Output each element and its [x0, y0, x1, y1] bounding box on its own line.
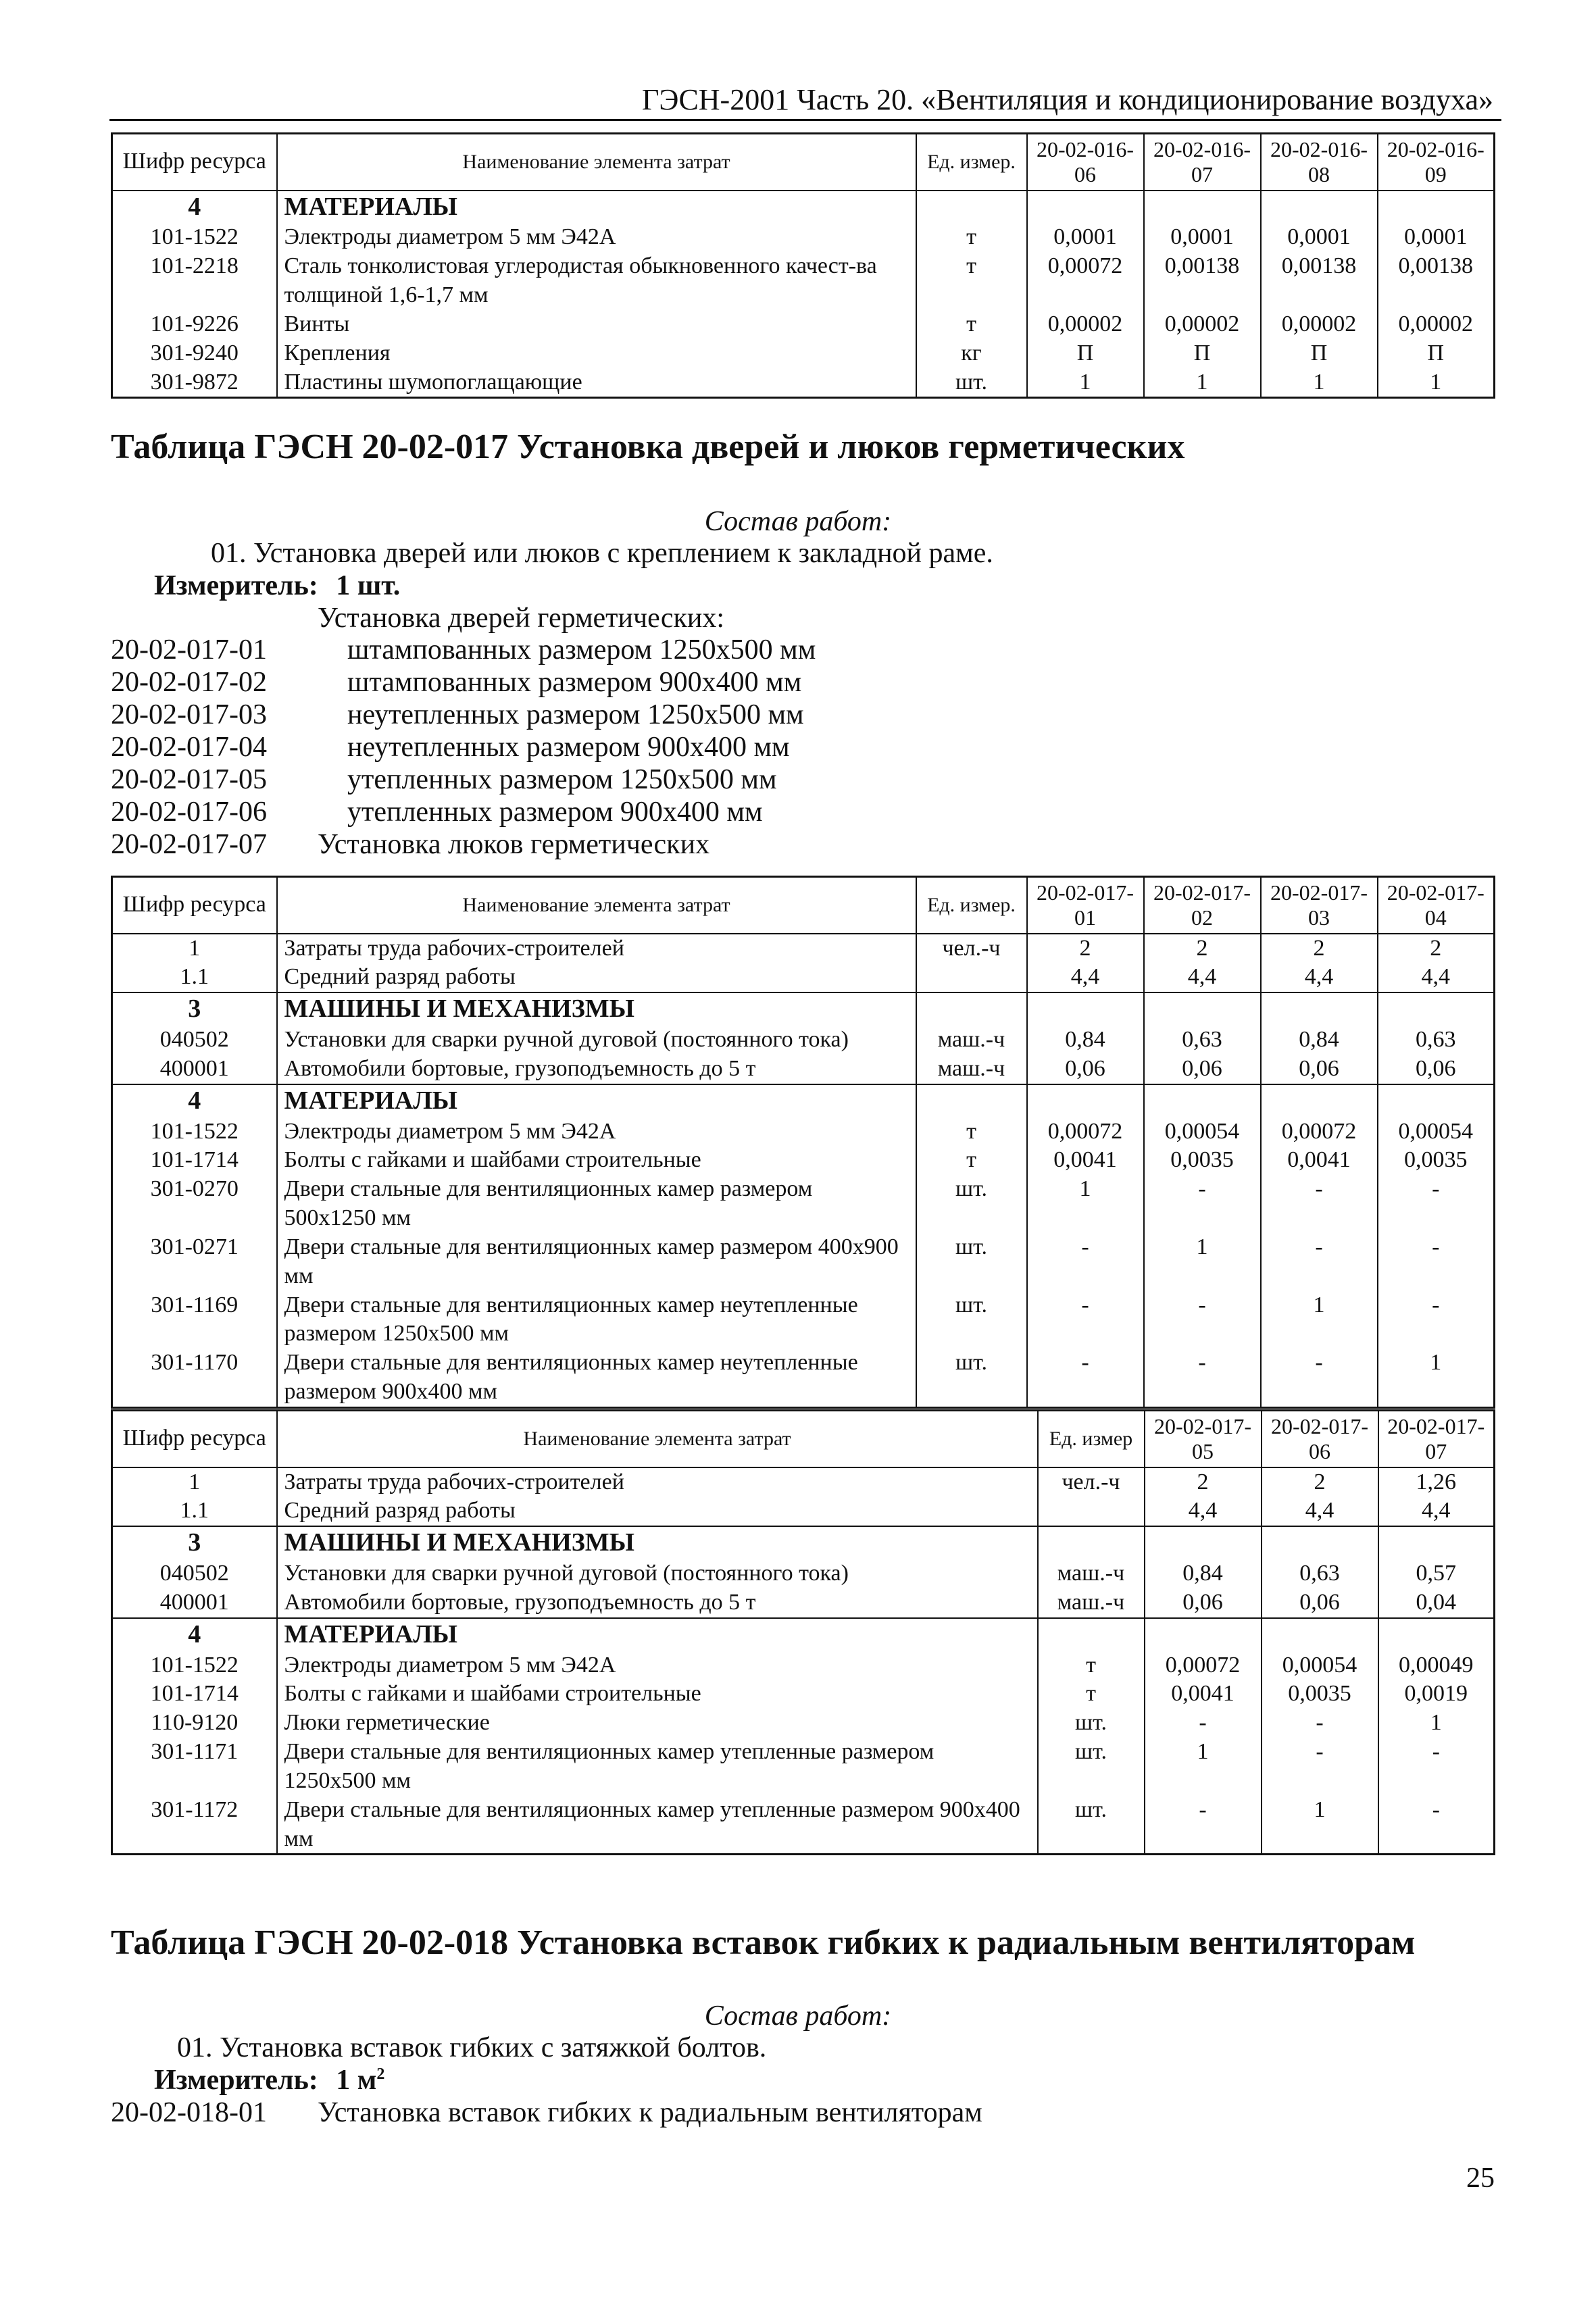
- resource-name-cell: Электроды диаметром 5 мм Э42А: [277, 1117, 916, 1147]
- section-row: [112, 191, 1495, 224]
- value-cell: 0,00049: [1378, 1651, 1495, 1680]
- value-cell: 0,00138: [1144, 252, 1261, 310]
- resource-code-cell: 301-9240: [112, 339, 277, 368]
- value-cell: 0,00002: [1261, 310, 1378, 339]
- value-cell: 0,0035: [1378, 1146, 1495, 1175]
- norm-code: 20-02-017-07: [111, 829, 267, 860]
- unit-cell: шт.: [916, 1175, 1027, 1233]
- value-cell: 4,4: [1262, 1496, 1378, 1526]
- value-cell: [1144, 191, 1261, 224]
- value-cell: 4,4: [1144, 963, 1261, 992]
- resource-code-cell: 301-1169: [112, 1291, 277, 1349]
- unit-cell: маш.-ч: [916, 1026, 1027, 1055]
- value-cell: -: [1027, 1233, 1144, 1291]
- value-cell: П: [1378, 339, 1495, 368]
- norm-code: 20-02-017-04: [111, 732, 267, 763]
- resource-code-cell: 301-9872: [112, 368, 277, 398]
- value-cell: 0,00002: [1144, 310, 1261, 339]
- value-cell: -: [1261, 1175, 1378, 1233]
- unit-cell: т: [916, 1117, 1027, 1147]
- resource-name-cell: Затраты труда рабочих-строителей: [277, 934, 916, 963]
- value-cell: 4,4: [1145, 1496, 1262, 1526]
- value-cell: 1: [1027, 368, 1144, 398]
- value-cell: -: [1378, 1175, 1495, 1233]
- resource-code-cell: 040502: [112, 1559, 277, 1588]
- table-row: [112, 934, 1495, 963]
- norm-code: 20-02-017-05: [111, 764, 267, 795]
- resource-code-cell: 101-9226: [112, 310, 277, 339]
- measure-label-text: Измеритель:: [154, 570, 318, 601]
- value-cell: 0,0001: [1144, 223, 1261, 252]
- value-cell: [1378, 191, 1495, 224]
- section-row: [112, 992, 1495, 1026]
- resource-code-cell: 040502: [112, 1026, 277, 1055]
- resource-code-cell: 101-2218: [112, 252, 277, 310]
- value-cell: [1027, 1084, 1144, 1117]
- resource-name-cell: Двери стальные для вентиляционных камер неутепленные размером 1250x500 мм: [277, 1291, 916, 1349]
- resource-name-cell: Болты с гайками и шайбами строительные: [277, 1146, 916, 1175]
- header-name: Наименование элемента затрат: [277, 877, 916, 934]
- table-row: [112, 963, 1495, 992]
- value-cell: 0,0001: [1027, 223, 1144, 252]
- section-row: [112, 1618, 1495, 1651]
- unit-cell: т: [1038, 1651, 1145, 1680]
- unit-cell: [1038, 1526, 1145, 1559]
- value-cell: -: [1144, 1175, 1261, 1233]
- value-cell: [1262, 1526, 1378, 1559]
- value-cell: 2: [1145, 1467, 1262, 1497]
- value-cell: 1: [1145, 1738, 1262, 1796]
- resource-name-cell: Двери стальные для вентиляционных камер утепленные размером 900x400 мм: [277, 1796, 1038, 1855]
- unit-cell: кг: [916, 339, 1027, 368]
- value-cell: 0,00002: [1378, 310, 1495, 339]
- resource-code-cell: 400001: [112, 1055, 277, 1084]
- table-row: [112, 1175, 1495, 1233]
- norm-desc: Установка вставок гибких к радиальным вентиляторам: [318, 2097, 982, 2128]
- table-row: [112, 1680, 1495, 1709]
- unit-cell: [1038, 1618, 1145, 1651]
- value-cell: 2: [1378, 934, 1495, 963]
- unit-cell: [916, 992, 1027, 1026]
- table-row: [112, 1233, 1495, 1291]
- page-number: 25: [1466, 2163, 1495, 2194]
- value-cell: -: [1262, 1738, 1378, 1796]
- unit-cell: шт.: [916, 1349, 1027, 1407]
- value-cell: 1,26: [1378, 1467, 1495, 1497]
- value-cell: 0,00138: [1378, 252, 1495, 310]
- measure-label: [154, 570, 400, 602]
- unit-cell: т: [1038, 1680, 1145, 1709]
- header-col: 20-02-016-09: [1378, 134, 1495, 191]
- resource-code-cell: 101-1522: [112, 1117, 277, 1147]
- unit-cell: чел.-ч: [1038, 1467, 1145, 1497]
- unit-cell: шт.: [916, 368, 1027, 398]
- value-cell: 0,0035: [1262, 1680, 1378, 1709]
- resource-code-cell: 1.1: [112, 1496, 277, 1526]
- value-cell: [1261, 992, 1378, 1026]
- resource-code-cell: 101-1522: [112, 223, 277, 252]
- value-cell: [1144, 992, 1261, 1026]
- header-unit: Ед. измер: [1038, 1411, 1145, 1467]
- measure-value: 1 шт.: [336, 570, 401, 601]
- norm-desc: штампованных размером 900x400 мм: [347, 667, 802, 698]
- norm-desc: утепленных размером 1250x500 мм: [347, 764, 777, 795]
- value-cell: 0,57: [1378, 1559, 1495, 1588]
- header-col: 20-02-017-03: [1261, 877, 1378, 934]
- value-cell: П: [1144, 339, 1261, 368]
- section-row: [112, 1526, 1495, 1559]
- unit-cell: шт.: [916, 1291, 1027, 1349]
- header-code: Шифр ресурса: [112, 877, 277, 934]
- resource-table-017-b: [111, 1409, 1495, 1855]
- resource-code-cell: 1.1: [112, 963, 277, 992]
- resource-code-cell: 4: [112, 1084, 277, 1117]
- value-cell: 1: [1378, 368, 1495, 398]
- value-cell: [1027, 992, 1144, 1026]
- norm-desc: неутепленных размером 1250x500 мм: [347, 699, 804, 730]
- resource-name-cell: Установки для сварки ручной дуговой (постоянного тока): [277, 1559, 1038, 1588]
- table-row: [112, 1146, 1495, 1175]
- resource-name-cell: МАТЕРИАЛЫ: [277, 1618, 1038, 1651]
- value-cell: [1027, 191, 1144, 224]
- unit-cell: [916, 191, 1027, 224]
- measure-label: [154, 2064, 384, 2096]
- value-cell: П: [1261, 339, 1378, 368]
- value-cell: 1: [1261, 1291, 1378, 1349]
- unit-cell: т: [916, 310, 1027, 339]
- value-cell: 0,84: [1145, 1559, 1262, 1588]
- table-row: [112, 1796, 1495, 1855]
- value-cell: 0,00072: [1145, 1651, 1262, 1680]
- resource-name-cell: Установки для сварки ручной дуговой (постоянного тока): [277, 1026, 916, 1055]
- value-cell: -: [1378, 1796, 1495, 1855]
- resource-name-cell: Электроды диаметром 5 мм Э42А: [277, 1651, 1038, 1680]
- value-cell: -: [1144, 1291, 1261, 1349]
- value-cell: [1262, 1618, 1378, 1651]
- value-cell: 0,00072: [1027, 1117, 1144, 1147]
- unit-cell: шт.: [916, 1233, 1027, 1291]
- unit-cell: т: [916, 223, 1027, 252]
- header-col: 20-02-016-08: [1261, 134, 1378, 191]
- value-cell: -: [1378, 1233, 1495, 1291]
- header-unit: Ед. измер.: [916, 134, 1027, 191]
- measure-value: [336, 2065, 384, 2096]
- value-cell: 0,0041: [1261, 1146, 1378, 1175]
- norm-desc: утепленных размером 900x400 мм: [347, 797, 763, 828]
- value-cell: 0,00002: [1027, 310, 1144, 339]
- resource-code-cell: 4: [112, 191, 277, 224]
- value-cell: -: [1027, 1291, 1144, 1349]
- table-row: [112, 223, 1495, 252]
- table-row: [112, 368, 1495, 398]
- unit-cell: шт.: [1038, 1709, 1145, 1738]
- work-composition-heading: Состав работ:: [704, 506, 892, 537]
- resource-name-cell: Двери стальные для вентиляционных камер утепленные размером 1250x500 мм: [277, 1738, 1038, 1796]
- resource-code-cell: 301-1170: [112, 1349, 277, 1407]
- unit-cell: маш.-ч: [916, 1055, 1027, 1084]
- header-col: 20-02-017-07: [1378, 1411, 1495, 1467]
- value-cell: 0,00054: [1262, 1651, 1378, 1680]
- resource-code-cell: 110-9120: [112, 1709, 277, 1738]
- norm-code: 20-02-017-06: [111, 797, 267, 828]
- table-row: [112, 339, 1495, 368]
- value-cell: [1144, 1084, 1261, 1117]
- value-cell: [1378, 1526, 1495, 1559]
- resource-code-cell: 301-0270: [112, 1175, 277, 1233]
- value-cell: 0,06: [1144, 1055, 1261, 1084]
- value-cell: 4,4: [1378, 1496, 1495, 1526]
- value-cell: 0,63: [1262, 1559, 1378, 1588]
- value-cell: 0,63: [1144, 1026, 1261, 1055]
- value-cell: -: [1261, 1349, 1378, 1407]
- resource-code-cell: 301-1172: [112, 1796, 277, 1855]
- norm-desc: Установка люков герметических: [318, 829, 710, 860]
- value-cell: 0,06: [1027, 1055, 1144, 1084]
- header-code: Шифр ресурса: [112, 134, 277, 191]
- header-code: Шифр ресурса: [112, 1411, 277, 1467]
- table-row: [112, 252, 1495, 310]
- value-cell: 2: [1144, 934, 1261, 963]
- resource-name-cell: Автомобили бортовые, грузоподъемность до 5 т: [277, 1055, 916, 1084]
- running-head: ГЭСН-2001 Часть 20. «Вентиляция и кондиционирование воздуха»: [641, 83, 1493, 116]
- value-cell: 0,0019: [1378, 1680, 1495, 1709]
- measure-label-text: Измеритель:: [154, 2065, 318, 2096]
- norm-code: 20-02-017-01: [111, 634, 267, 665]
- unit-cell: чел.-ч: [916, 934, 1027, 963]
- table-row: [112, 1117, 1495, 1147]
- norm-code: 20-02-018-01: [111, 2097, 267, 2128]
- resource-code-cell: 101-1714: [112, 1146, 277, 1175]
- value-cell: 0,00072: [1261, 1117, 1378, 1147]
- value-cell: 0,06: [1262, 1588, 1378, 1618]
- resource-code-cell: 101-1522: [112, 1651, 277, 1680]
- resource-name-cell: Винты: [277, 310, 916, 339]
- header-rule: [109, 119, 1501, 121]
- value-cell: 0,06: [1261, 1055, 1378, 1084]
- resource-name-cell: МАШИНЫ И МЕХАНИЗМЫ: [277, 992, 916, 1026]
- table-row: [112, 1559, 1495, 1588]
- header-name: Наименование элемента затрат: [277, 134, 916, 191]
- table-row: [112, 1026, 1495, 1055]
- resource-name-cell: Пластины шумопоглащающие: [277, 368, 916, 398]
- resource-code-cell: 301-0271: [112, 1233, 277, 1291]
- resource-code-cell: 301-1171: [112, 1738, 277, 1796]
- table-row: [112, 310, 1495, 339]
- value-cell: 0,00072: [1027, 252, 1144, 310]
- value-cell: 0,06: [1145, 1588, 1262, 1618]
- group-heading: Установка дверей герметических:: [318, 603, 725, 634]
- resource-name-cell: Средний разряд работы: [277, 1496, 1038, 1526]
- value-cell: -: [1261, 1233, 1378, 1291]
- resource-name-cell: Электроды диаметром 5 мм Э42А: [277, 223, 916, 252]
- value-cell: [1378, 1084, 1495, 1117]
- value-cell: 0,0041: [1145, 1680, 1262, 1709]
- resource-code-cell: 1: [112, 934, 277, 963]
- resource-code-cell: 3: [112, 992, 277, 1026]
- table-title-018: Таблица ГЭСН 20-02-018 Установка вставок гибких к радиальным вентиляторам: [111, 1923, 1416, 1962]
- value-cell: 2: [1262, 1467, 1378, 1497]
- section-row: [112, 1084, 1495, 1117]
- unit-cell: маш.-ч: [1038, 1588, 1145, 1618]
- table-row: [112, 1467, 1495, 1497]
- resource-name-cell: Затраты труда рабочих-строителей: [277, 1467, 1038, 1497]
- value-cell: 1: [1261, 368, 1378, 398]
- value-cell: 0,0041: [1027, 1146, 1144, 1175]
- header-unit: Ед. измер.: [916, 877, 1027, 934]
- value-cell: 4,4: [1261, 963, 1378, 992]
- value-cell: 0,84: [1261, 1026, 1378, 1055]
- header-col: 20-02-017-06: [1262, 1411, 1378, 1467]
- resource-name-cell: Средний разряд работы: [277, 963, 916, 992]
- table-title-017: Таблица ГЭСН 20-02-017 Установка дверей и люков герметических: [111, 428, 1185, 466]
- resource-name-cell: Двери стальные для вентиляционных камер неутепленные размером 900x400 мм: [277, 1349, 916, 1407]
- value-cell: 1: [1144, 368, 1261, 398]
- value-cell: 1: [1378, 1709, 1495, 1738]
- resource-table-016: [111, 132, 1495, 399]
- unit-cell: т: [916, 1146, 1027, 1175]
- resource-name-cell: МАТЕРИАЛЫ: [277, 191, 916, 224]
- value-cell: [1145, 1526, 1262, 1559]
- unit-cell: [916, 1084, 1027, 1117]
- value-cell: [1261, 1084, 1378, 1117]
- table-row: [112, 1738, 1495, 1796]
- value-cell: 0,00138: [1261, 252, 1378, 310]
- table-row: [112, 1496, 1495, 1526]
- resource-name-cell: МАШИНЫ И МЕХАНИЗМЫ: [277, 1526, 1038, 1559]
- work-item: 01. Установка дверей или люков с креплением к закладной раме.: [211, 538, 993, 569]
- value-cell: -: [1144, 1349, 1261, 1407]
- value-cell: [1261, 191, 1378, 224]
- value-cell: 2: [1027, 934, 1144, 963]
- table-row: [112, 1588, 1495, 1618]
- measure-unit-exponent: 2: [376, 2065, 385, 2083]
- value-cell: [1378, 1618, 1495, 1651]
- resource-name-cell: Автомобили бортовые, грузоподъемность до 5 т: [277, 1588, 1038, 1618]
- value-cell: 0,63: [1378, 1026, 1495, 1055]
- value-cell: -: [1262, 1709, 1378, 1738]
- resource-code-cell: 400001: [112, 1588, 277, 1618]
- value-cell: 0,00054: [1144, 1117, 1261, 1147]
- header-name: Наименование элемента затрат: [277, 1411, 1038, 1467]
- resource-name-cell: МАТЕРИАЛЫ: [277, 1084, 916, 1117]
- unit-cell: шт.: [1038, 1738, 1145, 1796]
- value-cell: 1: [1262, 1796, 1378, 1855]
- resource-code-cell: 4: [112, 1618, 277, 1651]
- value-cell: 1: [1027, 1175, 1144, 1233]
- unit-cell: [1038, 1496, 1145, 1526]
- unit-cell: [916, 963, 1027, 992]
- value-cell: 0,04: [1378, 1588, 1495, 1618]
- header-col: 20-02-017-05: [1145, 1411, 1262, 1467]
- norm-code: 20-02-017-02: [111, 667, 267, 698]
- value-cell: 0,00054: [1378, 1117, 1495, 1147]
- resource-name-cell: Сталь тонколистовая углеродистая обыкновенного качест-ва толщиной 1,6-1,7 мм: [277, 252, 916, 310]
- norm-code: 20-02-017-03: [111, 699, 267, 730]
- resource-code-cell: 3: [112, 1526, 277, 1559]
- table-row: [112, 1709, 1495, 1738]
- value-cell: [1145, 1618, 1262, 1651]
- resource-name-cell: Двери стальные для вентиляционных камер размером 500x1250 мм: [277, 1175, 916, 1233]
- value-cell: 2: [1261, 934, 1378, 963]
- resource-name-cell: Двери стальные для вентиляционных камер размером 400x900 мм: [277, 1233, 916, 1291]
- header-col: 20-02-016-06: [1027, 134, 1144, 191]
- value-cell: 1: [1144, 1233, 1261, 1291]
- value-cell: -: [1145, 1796, 1262, 1855]
- value-cell: 0,84: [1027, 1026, 1144, 1055]
- value-cell: 0,0001: [1378, 223, 1495, 252]
- table-row: [112, 1055, 1495, 1084]
- table-row: [112, 1651, 1495, 1680]
- value-cell: [1378, 992, 1495, 1026]
- resource-name-cell: Люки герметические: [277, 1709, 1038, 1738]
- value-cell: П: [1027, 339, 1144, 368]
- value-cell: 1: [1378, 1349, 1495, 1407]
- norm-desc: штампованных размером 1250x500 мм: [347, 634, 816, 665]
- value-cell: -: [1378, 1738, 1495, 1796]
- value-cell: 0,06: [1378, 1055, 1495, 1084]
- value-cell: 0,0001: [1261, 223, 1378, 252]
- value-cell: -: [1027, 1349, 1144, 1407]
- resource-name-cell: Болты с гайками и шайбами строительные: [277, 1680, 1038, 1709]
- header-col: 20-02-016-07: [1144, 134, 1261, 191]
- resource-code-cell: 1: [112, 1467, 277, 1497]
- norm-desc: неутепленных размером 900x400 мм: [347, 732, 790, 763]
- table-row: [112, 1291, 1495, 1349]
- measure-value-text: 1 м: [336, 2065, 377, 2096]
- table-row: [112, 1349, 1495, 1407]
- header-col: 20-02-017-01: [1027, 877, 1144, 934]
- unit-cell: шт.: [1038, 1796, 1145, 1855]
- value-cell: 4,4: [1027, 963, 1144, 992]
- resource-name-cell: Крепления: [277, 339, 916, 368]
- unit-cell: маш.-ч: [1038, 1559, 1145, 1588]
- work-item: 01. Установка вставок гибких с затяжкой болтов.: [177, 2032, 767, 2063]
- work-composition-heading: Состав работ:: [704, 2001, 892, 2032]
- value-cell: 4,4: [1378, 963, 1495, 992]
- value-cell: -: [1145, 1709, 1262, 1738]
- unit-cell: т: [916, 252, 1027, 310]
- value-cell: -: [1378, 1291, 1495, 1349]
- header-col: 20-02-017-02: [1144, 877, 1261, 934]
- header-col: 20-02-017-04: [1378, 877, 1495, 934]
- resource-table-017-a: [111, 876, 1495, 1409]
- value-cell: 0,0035: [1144, 1146, 1261, 1175]
- resource-code-cell: 101-1714: [112, 1680, 277, 1709]
